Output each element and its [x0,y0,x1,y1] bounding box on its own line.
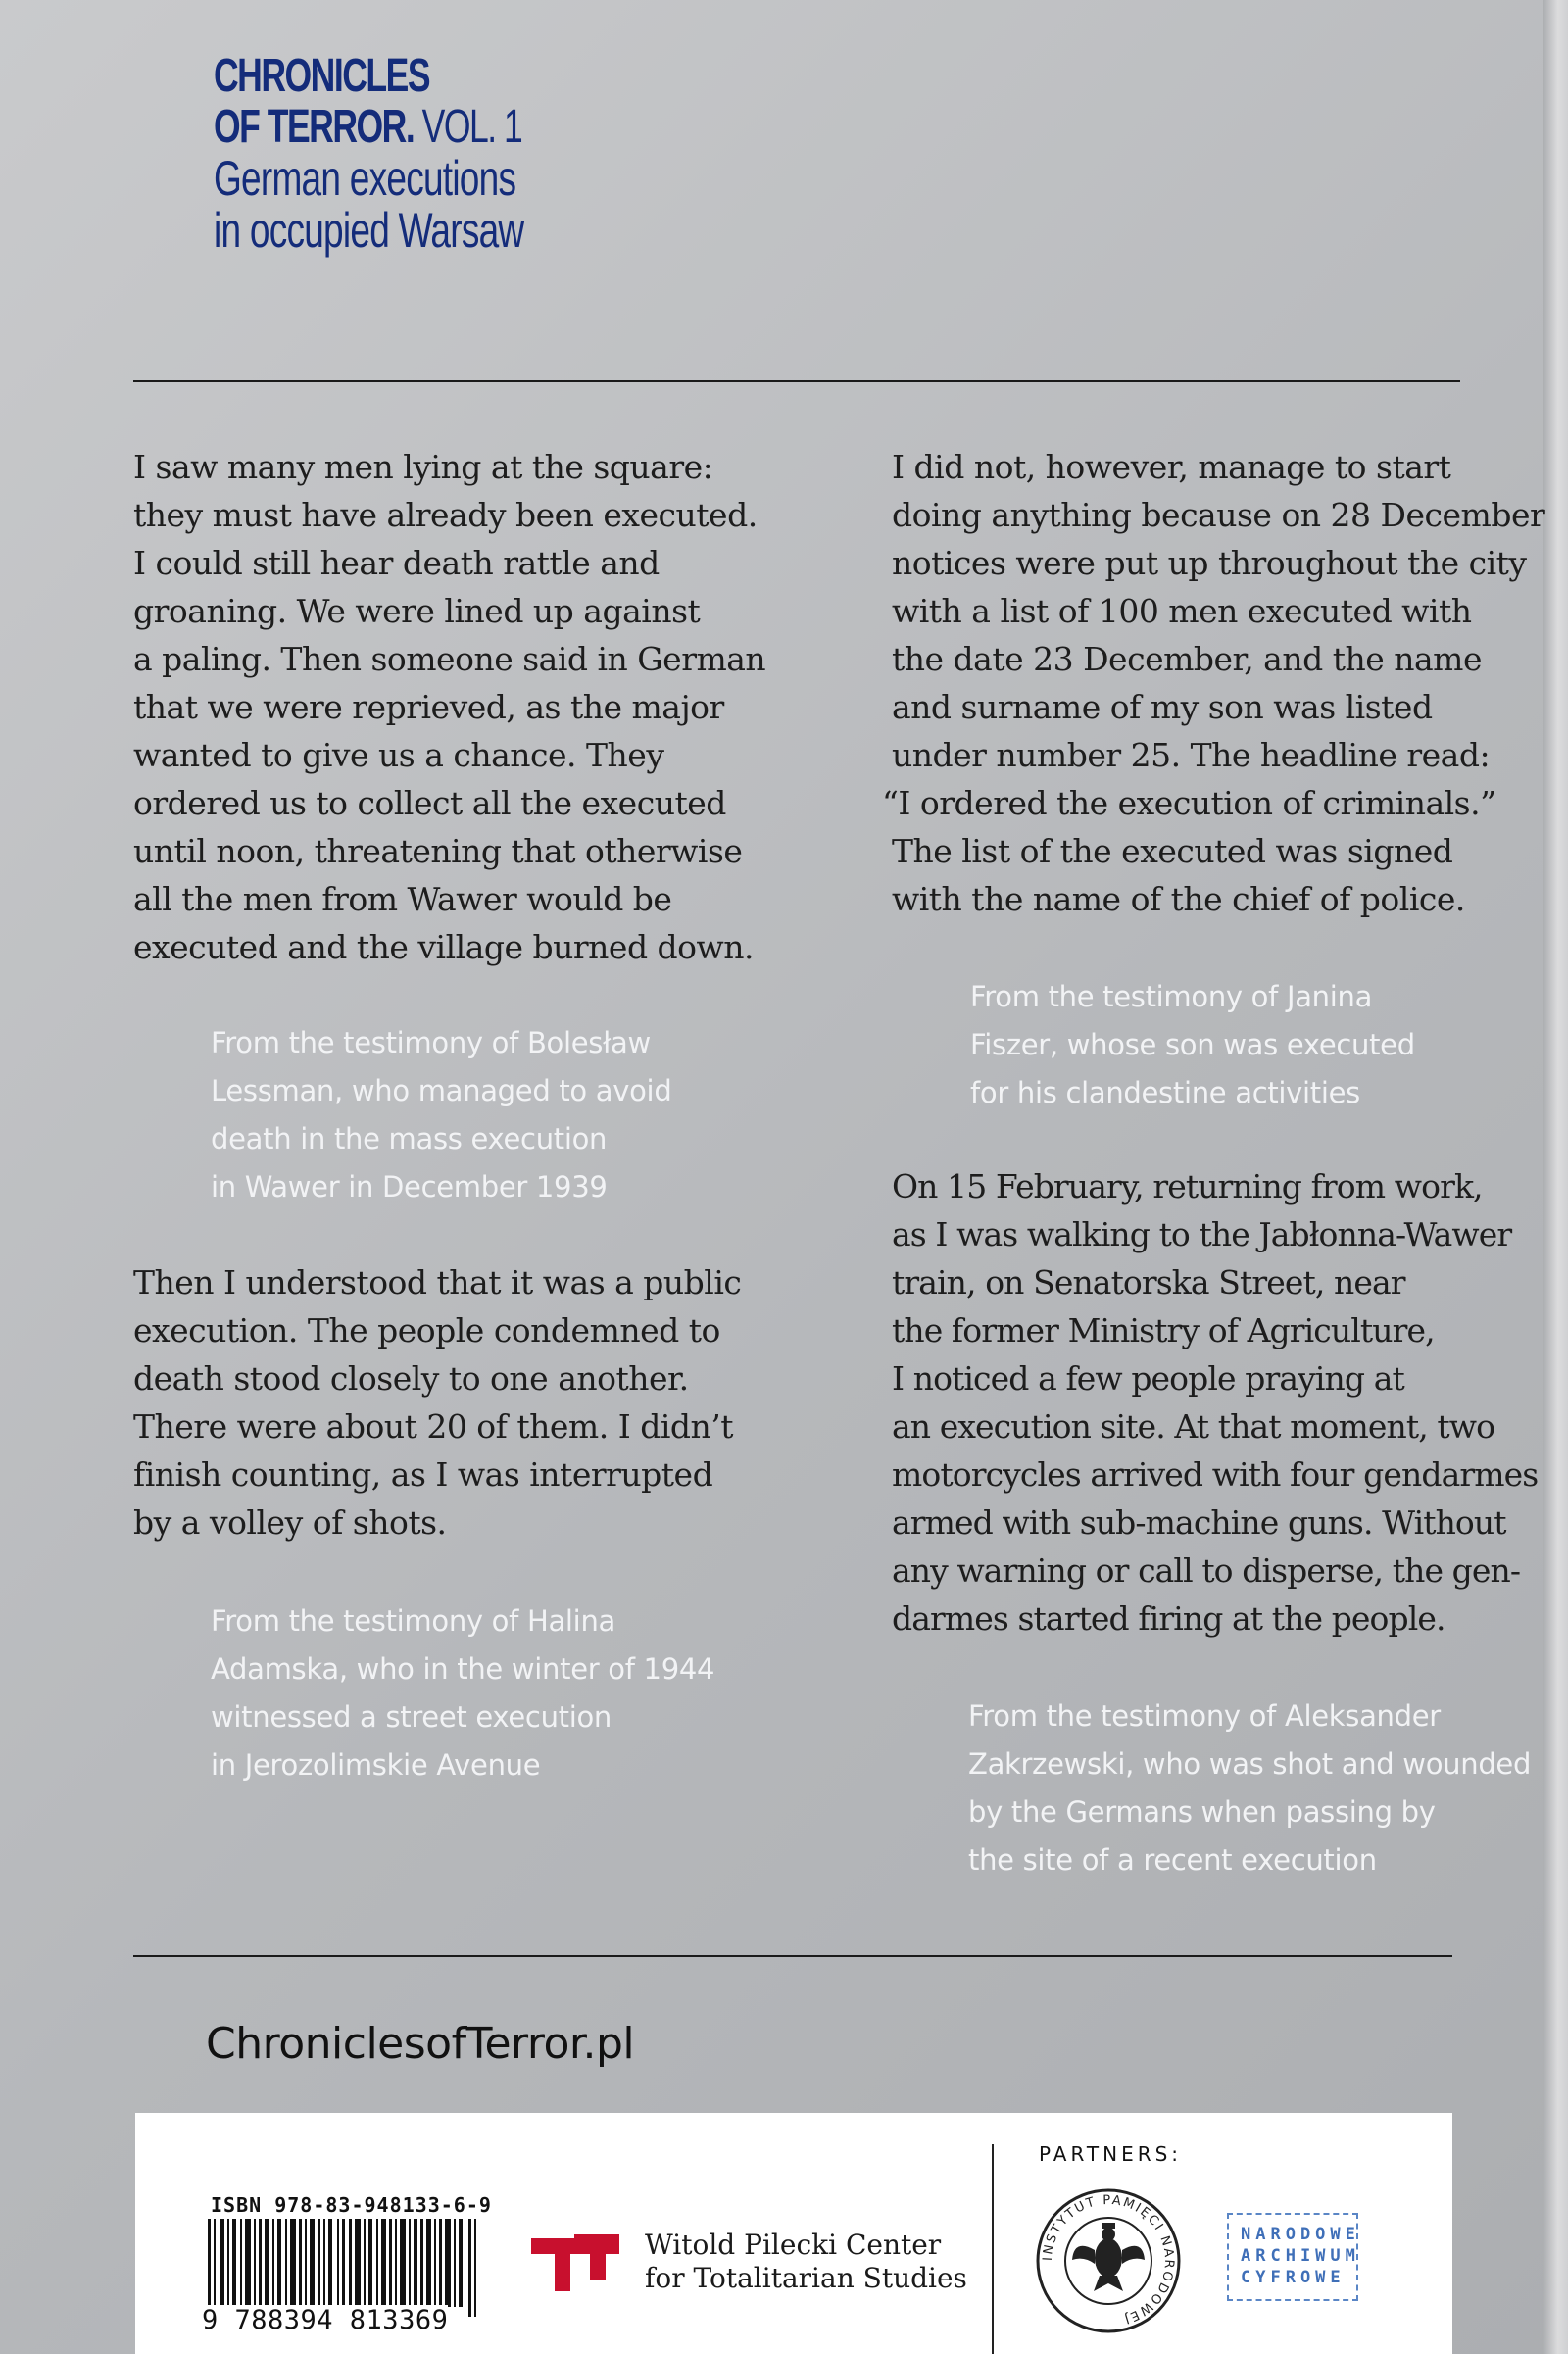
title-line-2: OF TERROR. VOL. 1 [214,101,522,153]
pilecki-center-logo-icon [531,2234,621,2293]
quote-line: wanted to give us a chance. They [133,736,664,774]
website-url: ChroniclesofTerror.pl [206,2019,635,2069]
nac-logo-line: CYFROWE [1241,2268,1346,2287]
quote-line: an execution site. At that moment, two [892,1407,1495,1446]
quote-line: executed and the village burned down. [133,928,755,966]
source-line: Fiszer, whose son was executed [970,1028,1415,1061]
source-line: From the testimony of Aleksander [968,1699,1441,1733]
source-line: Zakrzewski, who was shot and wounded [968,1747,1532,1781]
quote-line: motorcycles arrived with four gendarmes [892,1455,1539,1494]
source-line: Adamska, who in the winter of 1944 [211,1652,715,1686]
source-line: From the testimony of Halina [211,1604,615,1638]
publisher-line: for Totalitarian Studies [645,2262,967,2294]
source-line: the site of a recent execution [968,1843,1377,1877]
pilecki-center-name [645,2229,967,2295]
source-line: in Wawer in December 1939 [211,1170,608,1203]
quote-line: notices were put up throughout the city [892,544,1527,582]
narodowe-archiwum-cyfrowe-logo [1227,2213,1358,2301]
isbn-barcode [202,2219,486,2317]
quote-line: the former Ministry of Agriculture, [892,1311,1435,1349]
subtitle-line-2: in occupied Warsaw [214,203,524,258]
testimony-source-zakrzewski [968,1692,1531,1885]
quote-line: under number 25. The headline read: [892,736,1491,774]
quote-line: On 15 February, returning from work, [892,1167,1483,1205]
title-line-1: CHRONICLES [214,50,430,102]
footer-panel [135,2113,1452,2354]
quote-line: I noticed a few people praying at [892,1359,1404,1398]
quote-line: Then I understood that it was a public [133,1263,742,1301]
top-divider [133,380,1460,382]
quote-line: by a volley of shots. [133,1503,447,1542]
quote-line: death stood closely to one another. [133,1359,689,1398]
ipn-seal-icon [1035,2187,1182,2334]
quote-line: The list of the executed was signed [892,832,1453,870]
book-title [214,51,633,257]
testimony-quote-fiszer [882,443,1545,923]
quote-line: I did not, however, manage to start [892,448,1451,486]
nac-logo-line: ARCHIWUM [1241,2246,1360,2266]
quote-line: armed with sub-machine guns. Without [892,1503,1506,1542]
quote-line: any warning or call to disperse, the gen- [892,1551,1521,1590]
quote-line: darmes started firing at the people. [892,1599,1446,1638]
bottom-divider [133,1955,1452,1957]
quote-line: and surname of my son was listed [892,688,1433,726]
ipn-seal-text: INSTYTUT PAMIĘCI NARODOWEJ [1040,2192,1177,2327]
quote-line: until noon, threatening that otherwise [133,832,743,870]
page-edge [1543,0,1568,2354]
quote-line: with the name of the chief of police. [892,880,1465,918]
testimony-quote-lessman [133,443,765,971]
quote-line: There were about 20 of them. I didn’t [133,1407,734,1446]
quote-line: all the men from Wawer would be [133,880,672,918]
barcode-digits: 9 788394 813369 [202,2305,449,2335]
quote-line: with a list of 100 men executed with [892,592,1472,630]
quote-line: groaning. We were lined up against [133,592,701,630]
quote-line: they must have already been executed. [133,496,758,534]
quote-line: train, on Senatorska Street, near [892,1263,1405,1301]
footer-divider [992,2144,994,2354]
subtitle-line-1: German executions [214,151,516,206]
source-line: in Jerozolimskie Avenue [211,1748,541,1782]
quote-line: the date 23 December, and the name [892,640,1482,678]
isbn-number: ISBN 978-83-948133-6-9 [211,2193,492,2217]
source-line: witnessed a street execution [211,1700,612,1734]
source-line: by the Germans when passing by [968,1795,1436,1829]
quote-line: that we were reprieved, as the major [133,688,724,726]
volume-label: VOL. 1 [414,101,522,153]
quote-line: a paling. Then someone said in German [133,640,766,678]
source-line: for his clandestine activities [970,1076,1360,1109]
testimony-source-fiszer [970,973,1415,1117]
quote-line: execution. The people condemned to [133,1311,720,1349]
publisher-line: Witold Pilecki Center [645,2229,942,2261]
quote-line: doing anything because on 28 December [892,496,1545,534]
nac-logo-line: NARODOWE [1241,2225,1360,2244]
source-line: death in the mass execution [211,1122,608,1155]
testimony-source-adamska [211,1597,714,1790]
quote-line: I saw many men lying at the square: [133,448,713,486]
quote-line: ordered us to collect all the executed [133,784,726,822]
testimony-quote-adamska [133,1258,741,1546]
quote-line: as I was walking to the Jabłonna-Wawer [892,1215,1512,1253]
partners-label: PARTNERS: [1039,2142,1183,2166]
source-line: From the testimony of Janina [970,980,1373,1013]
quote-line: finish counting, as I was interrupted [133,1455,713,1494]
source-line: From the testimony of Bolesław [211,1026,651,1059]
quote-line: “I ordered the execution of criminals.” [882,784,1496,822]
quote-line: I could still hear death rattle and [133,544,660,582]
source-line: Lessman, who managed to avoid [211,1074,672,1107]
testimony-source-lessman [211,1019,671,1211]
testimony-quote-zakrzewski [892,1162,1538,1643]
